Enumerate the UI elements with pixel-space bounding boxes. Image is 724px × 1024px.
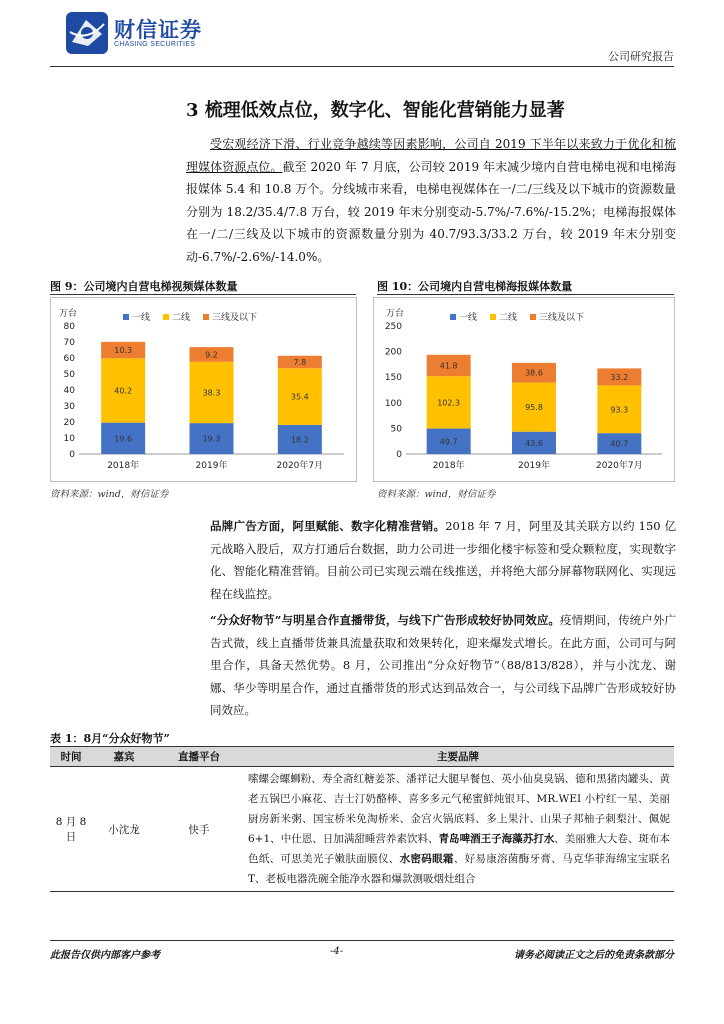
live-commerce-paragraph — [210, 609, 676, 722]
data-label: 33.2 — [610, 372, 629, 382]
footer-notice: 请务必阅读正文之后的免责条款部分 — [514, 950, 674, 961]
y-tick-label: 30 — [63, 402, 75, 412]
y-tick-label: 40 — [63, 386, 75, 396]
x-tick-label: 2020年7月 — [596, 461, 643, 471]
data-label: 7.8 — [293, 358, 307, 367]
figure-9-rule — [50, 294, 356, 295]
figure-10-chart — [373, 297, 675, 482]
data-label: 95.8 — [525, 403, 543, 413]
legend-label: 一线 — [132, 313, 151, 323]
figure-10-title: 图 10：公司境内自营电梯海报媒体数量 — [377, 280, 573, 293]
data-label: 40.2 — [114, 386, 133, 396]
legend-swatch — [163, 314, 169, 320]
data-label: 38.3 — [202, 388, 221, 398]
data-label: 93.3 — [610, 405, 629, 415]
brand-name-en: CHASING SECURITIES — [114, 41, 196, 48]
document-type: 公司研究报告 — [608, 50, 674, 63]
chart-unit-label: 万台 — [59, 309, 78, 319]
legend-swatch — [123, 314, 129, 320]
company-logo-icon — [66, 12, 108, 54]
table-header-row — [50, 747, 674, 767]
live-commerce-lead: “分众好物节”与明星合作直播带货，与线下广告形成较好协同效应。 — [210, 613, 561, 627]
intro-text: 截至 2020 年 7 月底，公司较 2019 年末减少境内自营电梯电视和电梯海报媒体 5.4 和 10.8 万个。分线城市来看，电梯电视媒体在一/二/三线及以下城市的资源数量分别为 18.2/35.4/7.8 万台，较 2019 年末分别变动-5.7%/-7.6%/-15.2%；电梯海报媒体在一/二/三线及以下城市的资源数量分别为 40.7/93.3/33.2 万台，较 2019 年末分别变动-6.7%/-2.6%/-14.0%。 — [186, 159, 676, 264]
live-commerce-text: 疫情期间，传统户外广告式微，线上直播带货兼具流量获取和效果转化，迎来爆发式增长。在此方面，公司可与阿里合作，具备天然优势。8 月，公司推出“分众好物节”（88/813/828），并与小沈龙、谢娜、华少等明星合作，通过直播带货的形式达到品效合一，与公司线下品牌广告形成较好协同效应。 — [210, 613, 677, 717]
section-title: 3 梳理低效点位，数字化、智能化营销能力显著 — [186, 100, 565, 121]
festival-table — [50, 746, 674, 892]
y-tick-label: 20 — [63, 418, 75, 428]
legend-label: 二线 — [499, 313, 518, 323]
y-tick-label: 80 — [63, 322, 75, 332]
brands-highlight-2: 水密码眼霜 — [399, 853, 454, 865]
data-label: 102.3 — [437, 398, 461, 408]
data-label: 49.7 — [439, 437, 458, 447]
footer-divider — [50, 940, 674, 941]
footer-disclaimer: 此报告仅供内部客户参考 — [50, 950, 160, 961]
y-tick-label: 50 — [63, 370, 75, 380]
cell-guest: 小沈龙 — [92, 767, 156, 892]
brand-ad-lead: 品牌广告方面，阿里赋能、数字化精准营销。 — [210, 519, 446, 533]
data-label: 41.8 — [439, 361, 458, 371]
brand-ad-paragraph — [210, 515, 676, 605]
legend-label: 二线 — [172, 313, 191, 323]
figure-10-source: 资料来源：wind，财信证券 — [377, 489, 496, 500]
legend-swatch — [490, 314, 496, 320]
col-guest: 嘉宾 — [92, 747, 156, 767]
brands-part-c: 、美丽雅大大卷、斑布本色纸、可思美光子嫩肤面膜仪、 — [248, 833, 670, 865]
y-tick-label: 250 — [384, 322, 402, 332]
page-number: -4- — [330, 946, 344, 957]
col-platform: 直播平台 — [156, 747, 242, 767]
data-label: 19.6 — [114, 434, 133, 444]
x-tick-label: 2020年7月 — [276, 461, 324, 471]
chart-unit-label: 万台 — [386, 309, 405, 319]
col-brands: 主要品牌 — [242, 747, 674, 767]
figure-10-svg — [374, 298, 674, 481]
brands-part-a: 嗦螺会螺蛳粉、寿全斋红糖姜茶、潘祥记大腿早餐包、英小仙臭臭锅、德和黑猪肉罐头、黄老五锅巴小麻花、吉士汀奶酪棒、喜多多元气秘蜜鲜炖银耳、MR.WEI 小柠红一星、美丽厨房新米粥、国宝桥米免淘桥米、金宫火锅底料、多上果汁、山果子邦柚子刺梨汁、佩妮 6+1、中仕恩、日加满甜睡营养素饮料、 — [248, 773, 670, 845]
data-label: 40.7 — [610, 439, 629, 449]
data-label: 19.3 — [202, 434, 221, 444]
data-label: 10.3 — [114, 346, 133, 356]
data-label: 35.4 — [290, 392, 309, 402]
x-tick-label: 2018年 — [432, 461, 465, 471]
intro-paragraph — [186, 133, 676, 268]
cell-platform: 快手 — [156, 767, 242, 892]
figure-9-source: 资料来源：wind，财信证券 — [50, 489, 169, 500]
cell-time: 8 月 8 日 — [50, 767, 92, 892]
x-tick-label: 2019年 — [195, 461, 228, 471]
y-tick-label: 70 — [63, 338, 75, 348]
data-label: 43.6 — [525, 438, 543, 448]
header-divider — [50, 66, 674, 67]
y-tick-label: 0 — [69, 450, 75, 460]
table-1-title: 表 1：8月“分众好物节” — [50, 732, 170, 745]
data-label: 9.2 — [205, 350, 218, 360]
legend-swatch — [450, 314, 456, 320]
x-tick-label: 2019年 — [518, 461, 550, 471]
x-tick-label: 2018年 — [107, 461, 140, 471]
cell-brands — [242, 767, 674, 892]
brand-ad-text: 2018 年 7 月，阿里及其关联方以约 150 亿元战略入股后，双方打通后台数据，助力公司进一步细化楼宇标签和受众颗粒度，实现数字化、智能化精准营销。目前公司已实现云端在线推送，并将绝大部分屏幕物联网化、实现远程在线监控。 — [210, 519, 676, 601]
brands-part-e: 、好易康溶菌酶牙膏、马克华菲海绵宝宝联名 T、老板电器洗碗全能净水器和爆款测吸烟灶组合 — [248, 853, 671, 885]
y-tick-label: 150 — [384, 373, 402, 384]
y-tick-label: 200 — [384, 347, 402, 358]
y-tick-label: 0 — [396, 450, 402, 460]
legend-label: 三线及以下 — [539, 313, 585, 323]
figure-9-chart — [50, 297, 357, 482]
y-tick-label: 60 — [63, 354, 75, 364]
data-label: 38.6 — [525, 368, 543, 378]
figure-9-svg — [51, 298, 356, 481]
table-row — [50, 767, 674, 892]
brand-name-cn: 财信证券 — [114, 18, 202, 42]
figure-9-title: 图 9：公司境内自营电梯视频媒体数量 — [50, 280, 238, 293]
brands-highlight-1: 青岛啤酒王子海藻苏打水 — [438, 833, 555, 845]
y-tick-label: 10 — [63, 434, 75, 444]
intro-underlined-text: 受宏观经济下滑、行业竞争越续等因素影响，公司自 2019 下半年以来致力于优化和梳理媒体资源点位。 — [186, 137, 676, 174]
legend-label: 一线 — [459, 313, 478, 323]
y-tick-label: 100 — [384, 398, 402, 409]
y-tick-label: 50 — [390, 424, 402, 435]
legend-label: 三线及以下 — [212, 313, 258, 323]
legend-swatch — [530, 314, 536, 320]
legend-swatch — [203, 314, 209, 320]
figure-10-rule — [377, 294, 674, 295]
col-time: 时间 — [50, 747, 92, 767]
data-label: 18.2 — [290, 435, 309, 445]
